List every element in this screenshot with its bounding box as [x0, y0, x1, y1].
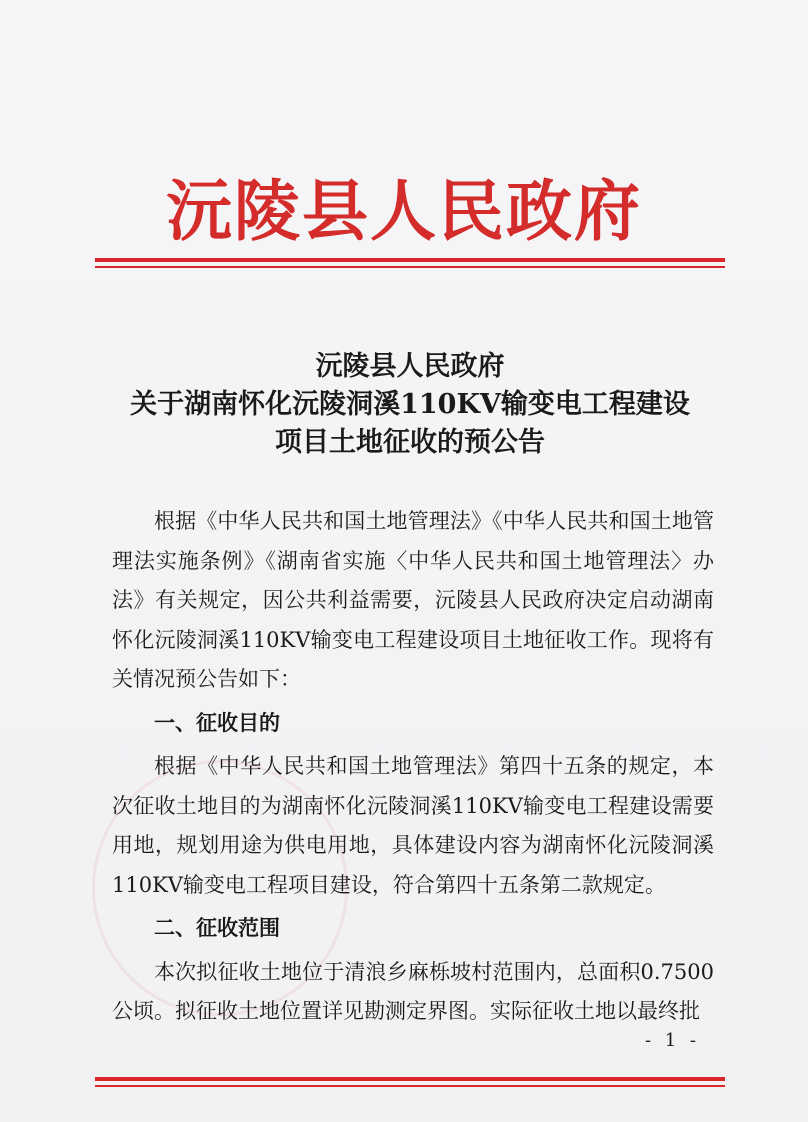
- page-number: - 1 -: [644, 1030, 700, 1051]
- section-1-heading: 一、征收目的: [154, 710, 280, 735]
- header-rule-thick: [95, 258, 725, 262]
- section-2-heading: 二、征收范围: [154, 916, 280, 940]
- footer-rule-thin: [95, 1085, 725, 1087]
- title-line-1: 沅陵县人民政府: [315, 351, 505, 382]
- title-line-3: 项目土地征收的预公告: [275, 427, 545, 458]
- header-rule-thin: [95, 266, 725, 268]
- intro-paragraph: 根据《中华人民共和国土地管理法》《中华人民共和国土地管理法实施条例》《湖南省实施〈中华人民共和国土地管理法〉办法》有关规定，因公共利益需要，沅陵县人民政府决定启动湖南怀化沅陵洞溪110KV输变电工程建设项目土地征收工作。现将有关情况预公告如下：: [112, 509, 714, 691]
- footer-rule-thick: [95, 1077, 725, 1081]
- title-line-2: 关于湖南怀化沅陵洞溪110KV输变电工程建设: [130, 389, 690, 420]
- section-1-paragraph: 根据《中华人民共和国土地管理法》第四十五条的规定，本次征收土地目的为湖南怀化沅陵洞溪110KV输变电工程建设需要用地，规划用途为供电用地，具体建设内容为湖南怀化沅陵洞溪110KV输变电工程项目建设，符合第四十五条第二款规定。: [112, 754, 714, 897]
- document-body: [112, 502, 714, 1032]
- issuer-header: 沅陵县人民政府: [166, 173, 642, 250]
- section-2-paragraph: 本次拟征收土地位于清浪乡麻栎坡村范围内，总面积0.7500公顷。拟征收土地位置详见勘测定界图。实际征收土地以最终批: [112, 959, 714, 1023]
- document-title: [95, 348, 725, 462]
